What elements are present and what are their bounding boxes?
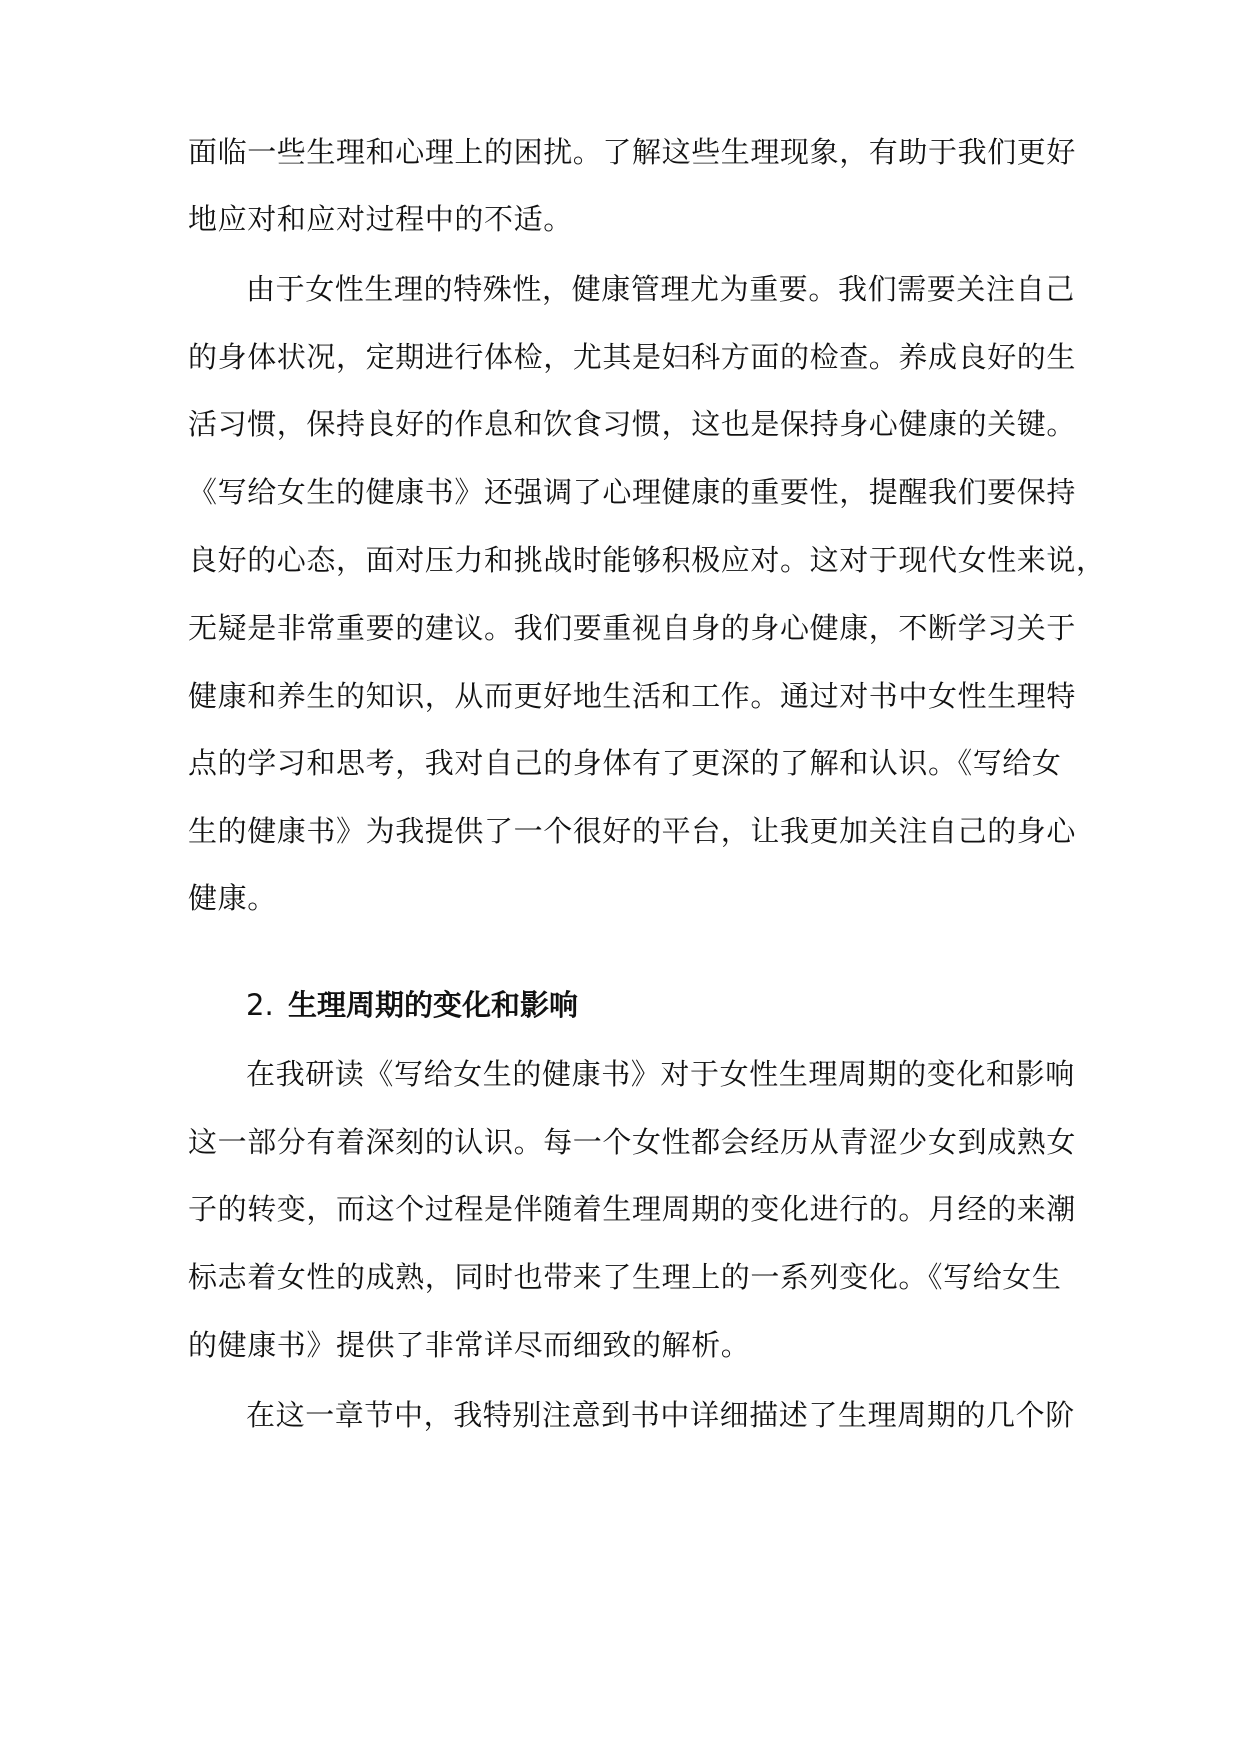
paragraph-line: 良好的心态，面对压力和挑战时能够积极应对。这对于现代女性来说， — [188, 543, 1106, 577]
paragraph-line: 面临一些生理和心理上的困扰。了解这些生理现象，有助于我们更好 — [188, 135, 1077, 169]
paragraph-line: 生的健康书》为我提供了一个很好的平台，让我更加关注自己的身心 — [188, 814, 1077, 848]
paragraph-line: 活习惯，保持良好的作息和饮食习惯，这也是保持身心健康的关键。 — [188, 407, 1077, 441]
paragraph-line: 健康和养生的知识，从而更好地生活和工作。通过对书中女性生理特 — [188, 679, 1077, 713]
paragraph-line: 标志着女性的成熟，同时也带来了生理上的一系列变化。《写给女生 — [188, 1260, 1062, 1294]
paragraph-line: 由于女性生理的特殊性，健康管理尤为重要。我们需要关注自己 — [246, 272, 1075, 306]
paragraph-line: 《写给女生的健康书》还强调了心理健康的重要性，提醒我们要保持 — [188, 475, 1077, 509]
paragraph-line: 的身体状况，定期进行体检，尤其是妇科方面的检查。养成良好的生 — [188, 340, 1077, 374]
paragraph-line: 健康。 — [188, 881, 277, 915]
paragraph-line: 无疑是非常重要的建议。我们要重视自身的身心健康，不断学习关于 — [188, 611, 1077, 645]
section-heading — [246, 985, 578, 1025]
paragraph-line: 在这一章节中，我特别注意到书中详细描述了生理周期的几个阶 — [246, 1398, 1075, 1432]
paragraph-line: 子的转变，而这个过程是伴随着生理周期的变化进行的。月经的来潮 — [188, 1192, 1077, 1226]
paragraph-line: 地应对和应对过程中的不适。 — [188, 202, 573, 236]
paragraph-line: 在我研读《写给女生的健康书》对于女性生理周期的变化和影响 — [246, 1057, 1075, 1091]
section-title: 生理周期的变化和影响 — [288, 988, 579, 1022]
paragraph-line: 这一部分有着深刻的认识。每一个女性都会经历从青涩少女到成熟女 — [188, 1125, 1077, 1159]
paragraph-line: 点的学习和思考，我对自己的身体有了更深的了解和认识。《写给女 — [188, 746, 1062, 780]
section-number: 2. — [246, 988, 274, 1022]
paragraph-line: 的健康书》提供了非常详尽而细致的解析。 — [188, 1328, 751, 1362]
